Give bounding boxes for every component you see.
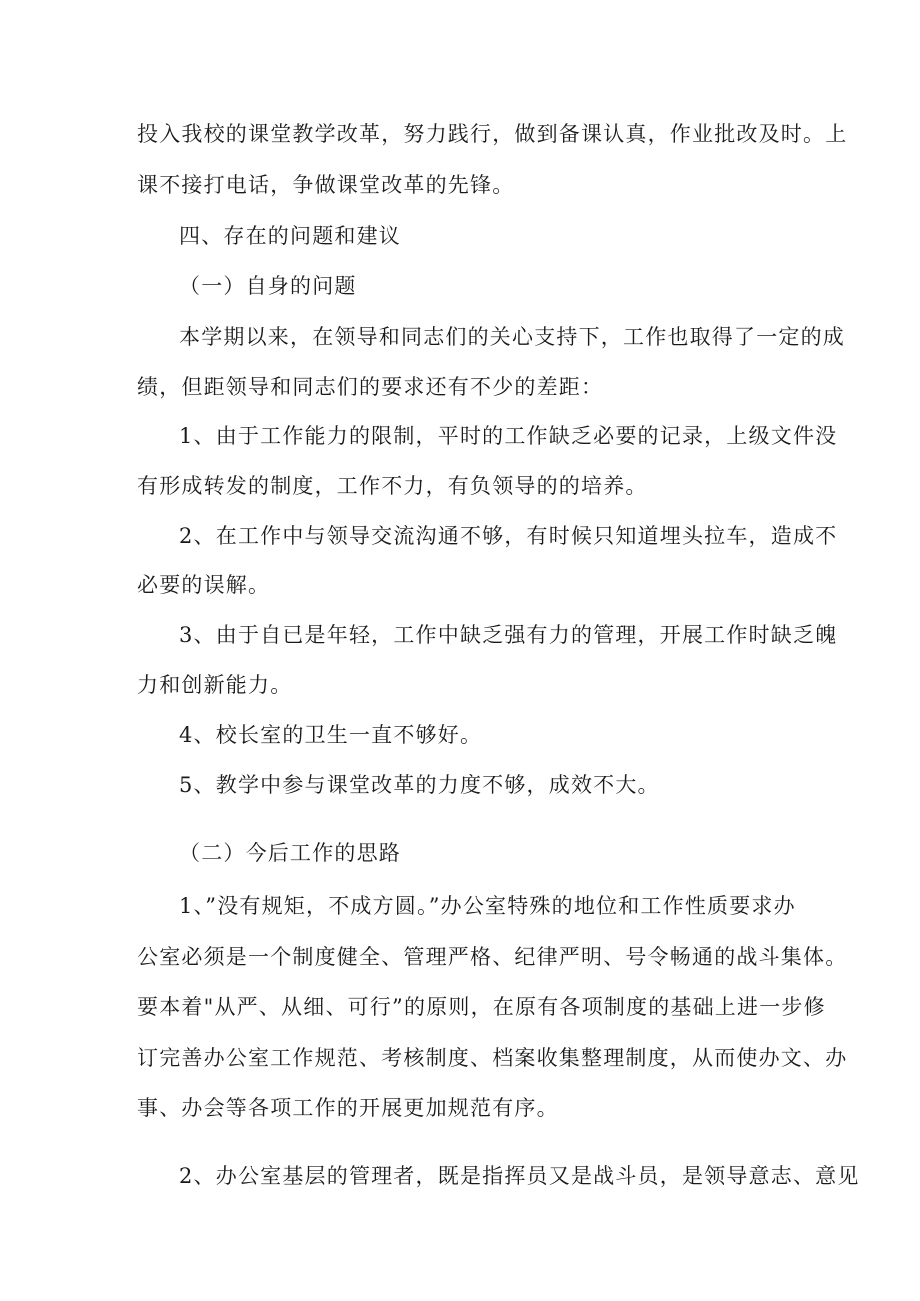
list-item-line: 有形成转发的制度，工作不力，有负领导的的培养。 — [137, 474, 648, 498]
paragraph-line: 要本着"从严、从细、可行”的原则，在原有各项制度的基础上进一步修 — [137, 995, 826, 1019]
list-item-line: 3、由于自已是年轻，工作中缺乏强有力的管理，开展工作时缺乏魄 — [179, 623, 838, 647]
section-heading: 四、存在的问题和建议 — [179, 224, 401, 248]
list-item-line: 5、教学中参与课堂改革的力度不够，成效不大。 — [179, 773, 660, 797]
paragraph-line: 绩，但距领导和同志们的要求还有不少的差距： — [137, 375, 604, 399]
paragraph-line: 订完善办公室工作规范、考核制度、档案收集整理制度，从而使办文、办 — [137, 1046, 848, 1070]
list-item-line: 力和创新能力。 — [137, 673, 293, 697]
paragraph-line: 1、”没有规矩，不成方圆。”办公室特殊的地位和工作性质要求办 — [179, 894, 796, 918]
list-item-line: 2、在工作中与领导交流沟通不够，有时候只知道埋头拉车，造成不 — [179, 524, 838, 548]
paragraph-line: 事、办会等各项工作的开展更加规范有序。 — [137, 1096, 559, 1120]
paragraph-line: 2、办公室基层的管理者，既是指挥员又是战斗员，是领导意志、意见 — [179, 1164, 860, 1188]
list-item-line: 必要的误解。 — [137, 573, 271, 597]
list-item-line: 4、校长室的卫生一直不够好。 — [179, 723, 483, 747]
paragraph-line: 课不接打电话，争做课堂改革的先锋。 — [137, 173, 515, 197]
paragraph-line: 投入我校的课堂教学改革，努力践行，做到备课认真，作业批改及时。上 — [137, 122, 848, 146]
list-item-line: 1、由于工作能力的限制，平时的工作缺乏必要的记录，上级文件没 — [179, 424, 838, 448]
subsection-heading: （一）自身的问题 — [179, 274, 357, 298]
subsection-heading: （二）今后工作的思路 — [179, 841, 401, 865]
paragraph-line: 公室必须是一个制度健全、管理严格、纪律严明、号令畅通的战斗集体。 — [137, 945, 848, 969]
paragraph-line: 本学期以来，在领导和同志们的关心支持下，工作也取得了一定的成 — [179, 325, 845, 349]
